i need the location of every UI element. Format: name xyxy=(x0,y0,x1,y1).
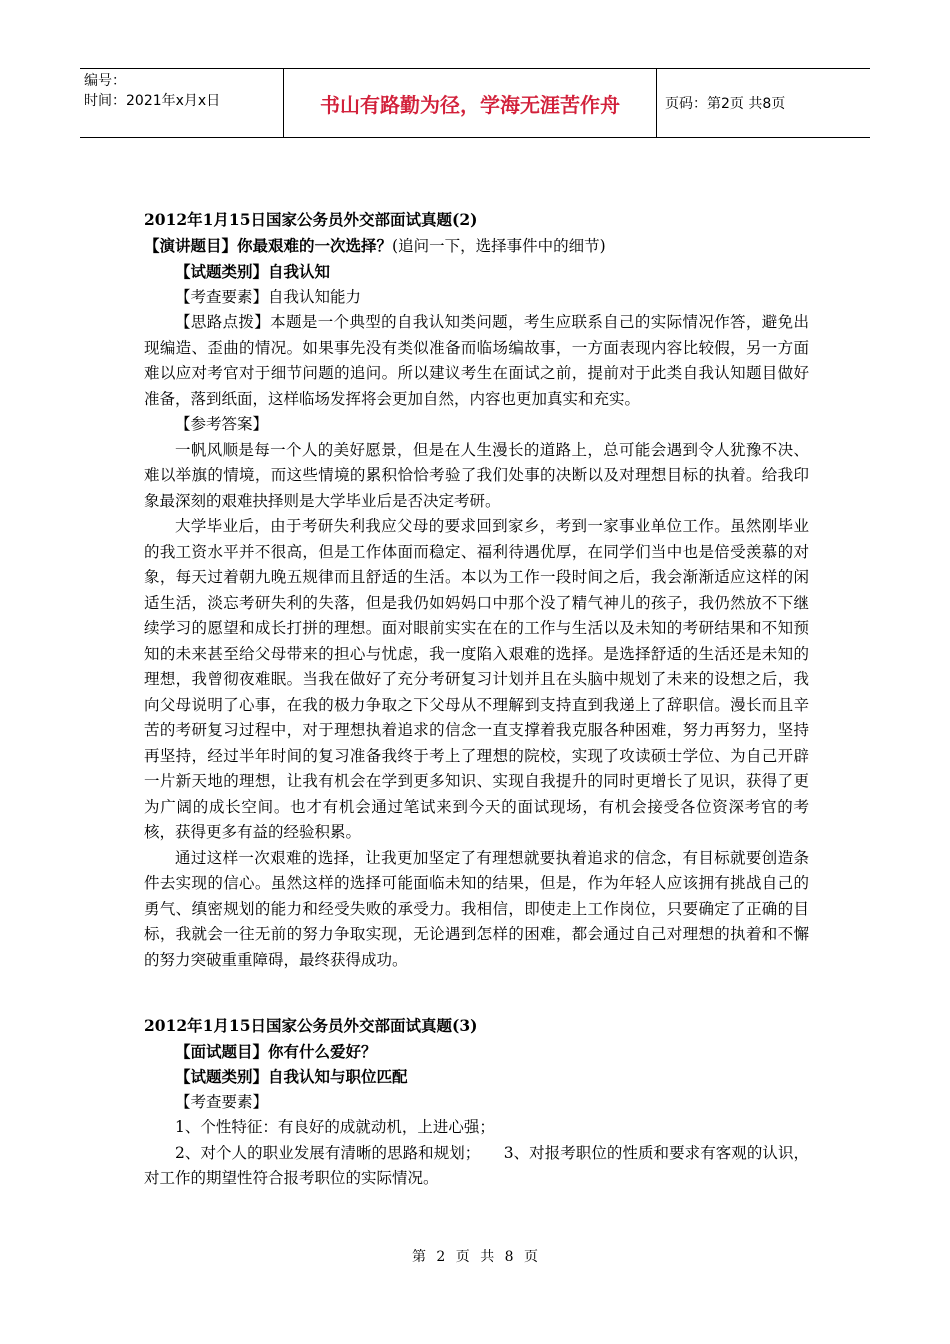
section2-title: 2012年1月15日国家公务员外交部面试真题(3) xyxy=(144,1016,478,1035)
document-body xyxy=(144,207,809,1192)
header-time-label: 时间：2021年x月x日 xyxy=(84,93,221,109)
header-meta xyxy=(80,69,284,137)
section1-answer-label: 【参考答案】 xyxy=(175,415,269,433)
section1-guide: 【思路点拨】本题是一个典型的自我认知类问题，考生应联系自己的实际情况作答，避免出现编造、歪曲的情况。如果事先没有类似准备而临场编故事，一方面表现内容比较假，另一方面难以应对考官对于细节问题的追问。所以建议考生在面试之前，提前对于此类自我认知题目做好准备，落到纸面，这样临场发挥将会更加自然，内容也更加真实和充实。 xyxy=(144,313,809,408)
section1-elements: 【考查要素】自我认知能力 xyxy=(175,287,362,306)
section2-category: 【试题类别】自我认知与职位匹配 xyxy=(175,1067,408,1086)
section1-category: 【试题类别】自我认知 xyxy=(175,262,331,281)
section1-answer-paragraph-1: 一帆风顺是每一个人的美好愿景，但是在人生漫长的道路上，总可能会遇到令人犹豫不决、难以举旗的情境，而这些情境的累积恰恰考验了我们处事的决断以及对理想目标的执着。给我印象最深刻的艰难抉择则是大学毕业后是否决定考研。 xyxy=(144,440,809,510)
section1-topic xyxy=(144,233,809,260)
page-header xyxy=(80,68,870,138)
section1-topic-note: (追问一下，选择事件中的细节) xyxy=(392,236,606,255)
section2-topic: 【面试题目】你有什么爱好？ xyxy=(175,1041,377,1061)
section2-item-2-3: 2、对个人的职业发展有清晰的思路和规划； 3、对报考职位的性质和要求有客观的认识，对工作的期望性符合报考职位的实际情况。 xyxy=(144,1143,809,1187)
section1-topic-bold: 【演讲题目】你最艰难的一次选择？ xyxy=(144,235,393,255)
section1-title: 2012年1月15日国家公务员外交部面试真题(2) xyxy=(144,210,478,229)
section2-elements-label: 【考查要素】 xyxy=(175,1092,269,1111)
header-page-code: 页码：第2页 共8页 xyxy=(665,96,786,112)
section1-answer-paragraph-3: 通过这样一次艰难的选择，让我更加坚定了有理想就要执着追求的信念，有目标就要创造条件去实现的信心。虽然这样的选择可能面临未知的结果，但是，作为年轻人应该拥有挑战自己的勇气、缜密规划的能力和经受失败的承受力。我相信，即使走上工作岗位，只要确定了正确的目标，我就会一往无前的努力争取实现，无论遇到怎样的困难，都会通过自己对理想的执着和不懈的努力突破重重障碍，最终获得成功。 xyxy=(144,848,809,969)
header-number-label: 编号： xyxy=(84,73,126,89)
section1-answer-paragraph-2: 大学毕业后，由于考研失利我应父母的要求回到家乡，考到一家事业单位工作。虽然刚毕业的我工资水平并不很高，但是工作体面而稳定、福利待遇优厚，在同学们当中也是倍受羡慕的对象，每天过着朝九晚五规律而且舒适的生活。本以为工作一段时间之后，我会渐渐适应这样的闲适生活，淡忘考研失利的失落，但是我仍如妈妈口中那个没了精气神儿的孩子，我仍然放不下继续学习的愿望和成长打拼的理想。面对眼前实实在在的工作与生活以及未知的考研结果和不知预知的未来甚至给父母带来的担心与忧虑，我一度陷入艰难的选择。是选择舒适的生活还是未知的理想，我曾彻夜难眠。当我在做好了充分考研复习计划并且在头脑中规划了未来的设想之后，我向父母说明了心事，在我的极力争取之下父母从不理解到支持直到我递上了辞职信。漫长而且辛苦的考研复习过程中，对于理想执着追求的信念一直支撑着我克服各种困难，努力再努力，坚持再坚持，经过半年时间的复习准备我终于考上了理想的院校，实现了攻读硕士学位、为自己开辟一片新天地的理想，让我有机会在学到更多知识、实现自我提升的同时更增长了见识，获得了更为广阔的成长空间。也才有机会通过笔试来到今天的面试现场，有机会接受各位资深考官的考核，获得更多有益的经验积累。 xyxy=(144,517,809,841)
header-motto: 书山有路勤为径，学海无涯苦作舟 xyxy=(284,69,657,137)
section2-item-1: 1、个性特征：有良好的成就动机，上进心强； xyxy=(175,1118,495,1136)
page-footer: 第 2 页 共 8 页 xyxy=(411,1249,539,1265)
